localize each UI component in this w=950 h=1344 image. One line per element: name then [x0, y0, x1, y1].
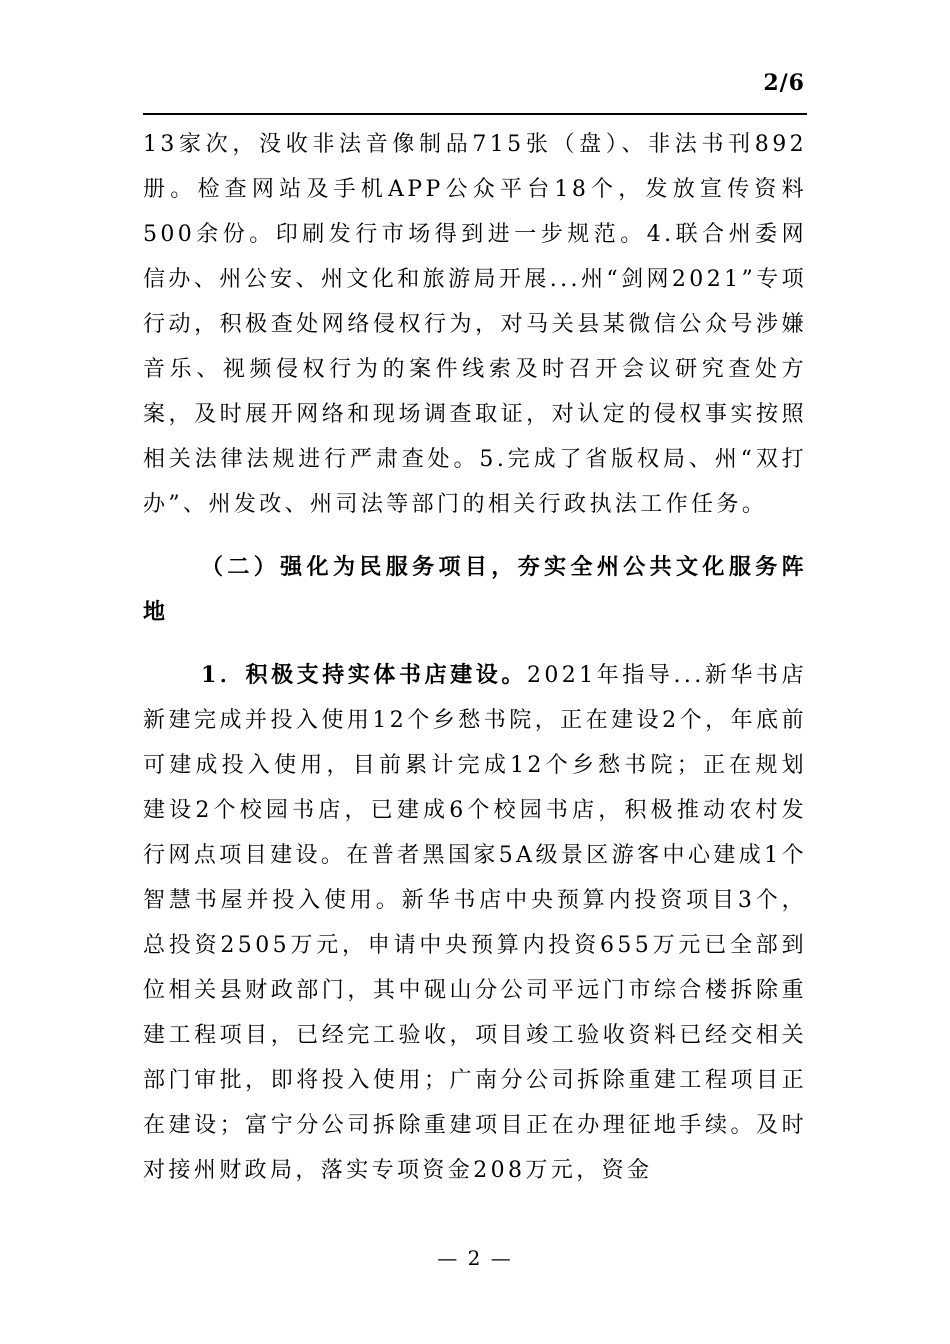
page-indicator: 2/6	[763, 70, 805, 96]
header-divider	[143, 113, 807, 115]
footer-page-number: — 2 —	[437, 1246, 513, 1270]
paragraph-enforcement: 13家次，没收非法音像制品715张（盘）、非法书刊892册。检查网站及手机APP公众平台18个，发放宣传资料500余份。印刷发行市场得到进一步规范。4.联合州委网信办、州公安、州文化和旅游局开展...州“剑网2021”专项行动，积极查处网络侵权行为，对马关县某微信公众号涉嫌音乐、视频侵权行为的案件线索及时召开会议研究查处方案，及时展开网络和现场调查取证，对认定的侵权事实按照相关法律法规进行严肃查处。5.完成了省版权局、州“双打办”、州发改、州司法等部门的相关行政执法工作任务。	[143, 132, 807, 517]
section-heading: （二）强化为民服务项目，夯实全州公共文化服务阵地	[143, 554, 807, 625]
paragraph-body: 2021年指导...新华书店新建完成并投入使用12个乡愁书院，正在建设2个，年底前可建成投入使用，目前累计完成12个乡愁书院；正在规划建设2个校园书店，已建成6个校园书店，积极推动农村发行网点项目建设。在普者黑国家5A级景区游客中心建成1个智慧书屋并投入使用。新华书店中央预算内投资项目3个，总投资2505万元，申请中央预算内投资655万元已全部到位相关县财政部门，其中砚山分公司平远门市综合楼拆除重建工程项目，已经完工验收，项目竣工验收资料已经交相关部门审批，即将投入使用；广南分公司拆除重建工程项目正在建设；富宁分公司拆除重建项目正在办理征地手续。及时对接州财政局，落实专项资金208万元，资金	[143, 663, 807, 1183]
paragraph-bookstores	[143, 653, 807, 1193]
paragraph-lead: 1．积极支持实体书店建设。	[201, 662, 527, 688]
document-body	[143, 122, 807, 1193]
